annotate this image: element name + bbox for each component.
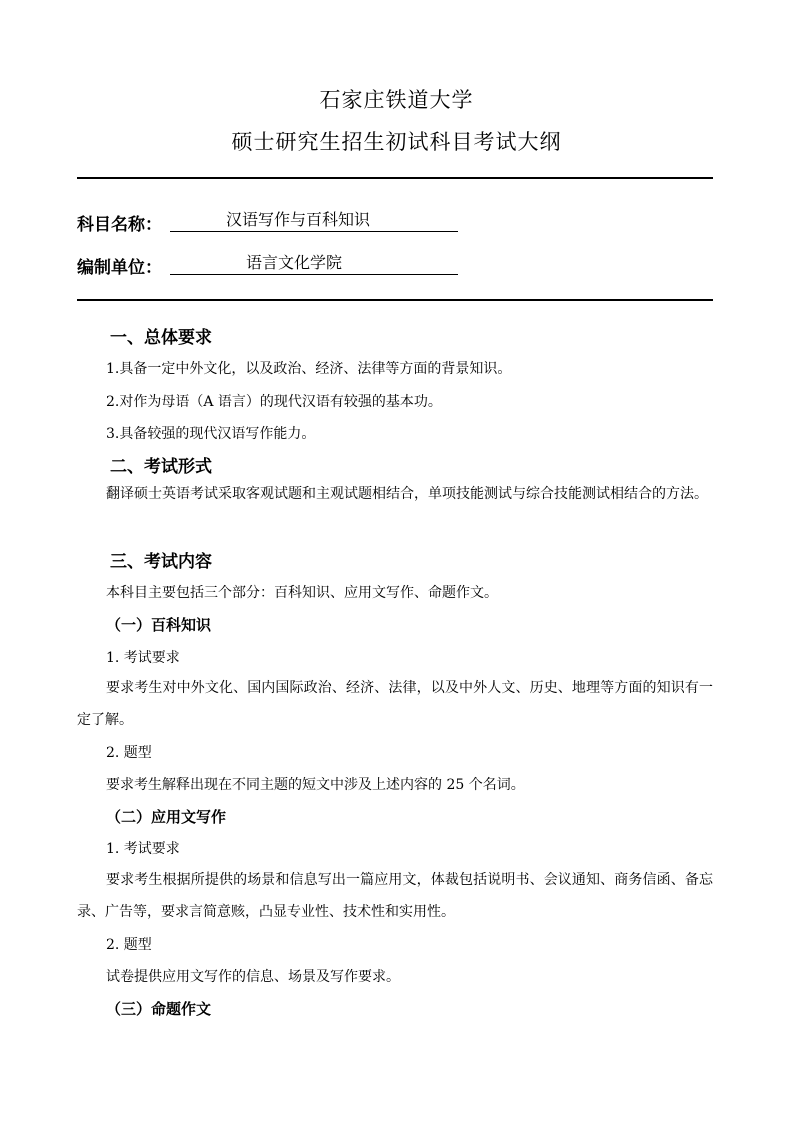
section-3-intro: 本科目主要包括三个部分：百科知识、应用文写作、命题作文。 xyxy=(106,585,498,601)
section-1-heading: 一、总体要求 xyxy=(110,328,212,348)
subsection-1-type-text: 要求考生解释出现在不同主题的短文中涉及上述内容的 25 个名词。 xyxy=(106,777,525,793)
section-3-heading: 三、考试内容 xyxy=(110,552,212,572)
subject-label: 科目名称： xyxy=(77,215,162,235)
bottom-divider xyxy=(77,299,713,301)
document-title: 硕士研究生招生初试科目考试大纲 xyxy=(231,130,562,154)
subsection-1-type-label: 2. 题型 xyxy=(106,745,152,761)
subsection-2-requirement-text: 要求考生根据所提供的场景和信息写出一篇应用文，体裁包括说明书、会议通知、商务信函、备忘录、广告等，要求言简意赅，凸显专业性、技术性和实用性。 xyxy=(77,872,713,920)
university-name: 石家庄铁道大学 xyxy=(319,88,474,112)
unit-value-field xyxy=(170,252,458,275)
section-1-item-1: 1.具备一定中外文化，以及政治、经济、法律等方面的背景知识。 xyxy=(106,361,512,377)
section-2-heading: 二、考试形式 xyxy=(110,457,212,477)
subsection-2-type-label: 2. 题型 xyxy=(106,937,152,953)
unit-label: 编制单位： xyxy=(77,258,162,278)
top-divider xyxy=(77,177,713,179)
subsection-2-type-text: 试卷提供应用文写作的信息、场景及写作要求。 xyxy=(106,969,400,985)
subject-value-field xyxy=(170,209,458,232)
subsection-1-requirement-label: 1. 考试要求 xyxy=(106,650,180,666)
section-1-item-3: 3.具备较强的现代汉语写作能力。 xyxy=(106,426,316,442)
subject-value: 汉语写作与百科知识 xyxy=(226,210,371,229)
subsection-2-requirement-label: 1. 考试要求 xyxy=(106,841,180,857)
unit-value: 语言文化学院 xyxy=(246,253,343,272)
section-2-paragraph: 翻译硕士英语考试采取客观试题和主观试题相结合，单项技能测试与综合技能测试相结合的方法。 xyxy=(106,486,708,502)
subsection-1-heading: （一）百科知识 xyxy=(106,616,212,634)
subsection-2-heading: （二）应用文写作 xyxy=(106,808,227,826)
section-1-item-2: 2.对作为母语（A 语言）的现代汉语有较强的基本功。 xyxy=(106,394,442,410)
subsection-1-requirement-text: 要求考生对中外文化、国内国际政治、经济、法律，以及中外人文、历史、地理等方面的知识有一定了解。 xyxy=(77,680,713,728)
subsection-3-heading: （三）命题作文 xyxy=(106,1000,212,1018)
